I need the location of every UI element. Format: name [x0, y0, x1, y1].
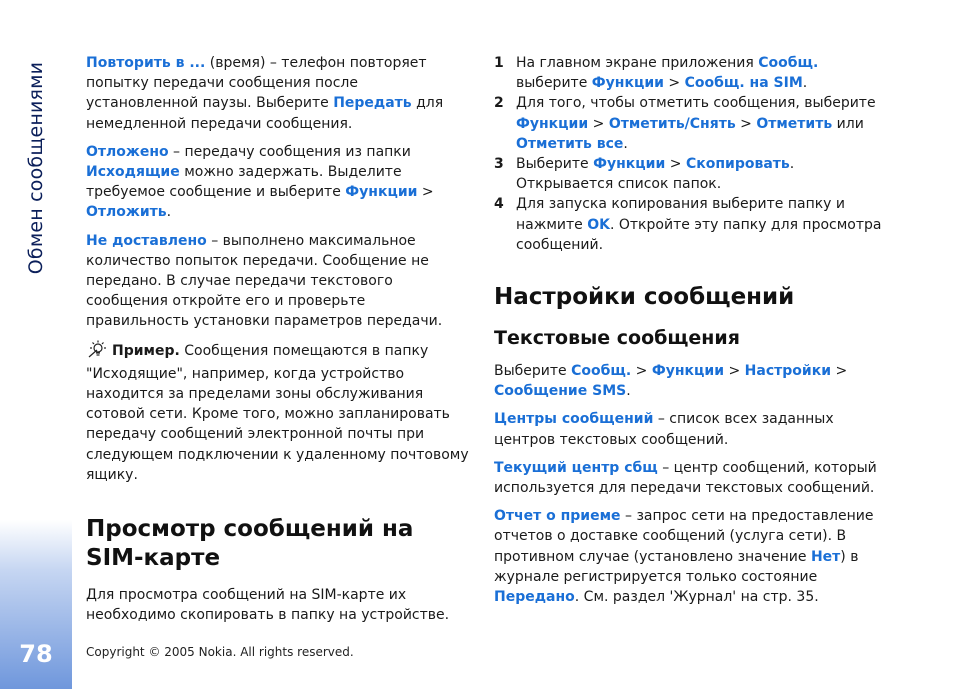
key-ok: OK — [587, 216, 610, 233]
right-column — [494, 53, 884, 615]
paragraph-current-centre — [494, 458, 884, 498]
text: – запрос сети на предоставление отчетов о доставке сообщений (услуга сети). В противном случае (установлено значение — [494, 508, 874, 565]
text: ) в журнале регистрируется только состояние — [494, 548, 859, 585]
text: можно задержать. Выделите требуемое сообщение и выберите — [86, 164, 402, 201]
menu-settings: Настройки — [744, 363, 832, 380]
sidebar — [0, 0, 72, 689]
separator: > — [724, 363, 745, 380]
separator: > — [831, 363, 848, 380]
paragraph-centres — [494, 409, 884, 449]
text: . — [166, 204, 172, 221]
paragraph-sim: Для просмотра сообщений на SIM-карте их необходимо скопировать в папку на устройстве. — [86, 587, 450, 624]
text: Для запуска копирования выберите папку и нажмите — [516, 196, 846, 233]
menu-copy: Скопировать — [685, 156, 790, 173]
text: . Открывается список папок. — [516, 156, 795, 193]
text: для немедленной передачи сообщения. — [86, 95, 444, 132]
step-number: 1 — [494, 55, 504, 71]
app-messaging: Сообщ. — [571, 363, 632, 380]
menu-options: Функции — [651, 363, 725, 380]
text: Выберите — [494, 363, 572, 380]
section-heading-settings: Настройки сообщений — [494, 284, 795, 311]
option-delivery-report: Отчет о приеме — [494, 508, 621, 525]
menu-mark: Отметить — [756, 115, 833, 132]
option-deferred: Отложено — [86, 143, 169, 160]
status-sent: Передано — [494, 589, 575, 606]
folder-outbox: Исходящие — [86, 164, 180, 181]
separator: > — [631, 363, 652, 380]
separator: > — [665, 156, 686, 173]
step-item — [494, 194, 884, 255]
option-resend: Повторить в ... — [86, 55, 206, 71]
value-no: Нет — [810, 548, 841, 565]
option-current-centre: Текущий центр сбщ — [494, 459, 658, 476]
text: – центр сообщений, который используется для передачи текстовых сообщений. — [494, 459, 877, 497]
lightbulb-icon — [86, 340, 112, 364]
tip-label: Пример. — [112, 342, 180, 359]
tip-block — [86, 340, 470, 485]
option-send: Передать — [333, 95, 412, 112]
page-number: 78 — [19, 640, 53, 668]
menu-options: Функции — [516, 115, 589, 132]
separator: > — [735, 115, 757, 132]
chapter-title: Обмен сообщениями — [25, 61, 47, 275]
separator: > — [588, 115, 609, 132]
text: . — [802, 75, 808, 92]
subsection-heading-sms: Текстовые сообщения — [494, 327, 740, 350]
copyright-footer: Copyright © 2005 Nokia. All rights reserved. — [86, 645, 354, 659]
app-messaging: Сообщ. — [758, 55, 819, 71]
menu-options: Функции — [593, 156, 666, 173]
text: – выполнено максимальное количество попыток передачи. Сообщение не передано. В случае передачи текстового сообщения откройте его и проверьте правильность установки параметров передачи. — [86, 232, 443, 330]
text: Выберите — [516, 156, 594, 173]
paragraph-deferred — [86, 142, 470, 223]
text: . — [623, 135, 628, 152]
step-item — [494, 93, 884, 154]
text: На главном экране приложения — [516, 55, 759, 71]
step-item — [494, 154, 884, 194]
text: выберите — [516, 75, 592, 92]
text: Для того, чтобы отметить сообщения, выберите — [516, 95, 876, 112]
menu-defer: Отложить — [86, 204, 167, 221]
text: . См. раздел 'Журнал' на стр. 35. — [574, 589, 819, 606]
left-column — [86, 53, 470, 633]
menu-options: Функции — [345, 184, 418, 201]
separator: > — [663, 75, 685, 92]
menu-mark-unmark: Отметить/Снять — [608, 115, 736, 132]
step-number: 2 — [494, 95, 504, 112]
menu-options: Функции — [591, 75, 664, 92]
menu-mark-all: Отметить все — [516, 135, 624, 152]
option-failed: Не доставлено — [86, 232, 207, 249]
text: . — [626, 383, 631, 400]
menu-sim-messages: Сообщ. на SIM — [684, 75, 803, 92]
paragraph-failed — [86, 231, 470, 332]
text: или — [832, 115, 864, 132]
text: – список всех заданных центров текстовых сообщений. — [494, 411, 834, 448]
text: – передачу сообщения из папки — [168, 143, 411, 160]
separator: > — [417, 184, 434, 201]
paragraph-resend — [86, 53, 470, 134]
step-number: 3 — [494, 156, 504, 173]
paragraph-delivery-report — [494, 506, 884, 607]
text: (время) – телефон повторяет попытку передачи сообщения после установленной паузы. Выберите — [86, 55, 427, 112]
text: . Откройте эту папку для просмотра сообщений. — [516, 216, 882, 253]
step-item — [494, 53, 884, 93]
tip-text: Сообщения помещаются в папку "Исходящие", например, когда устройство находится за пределами зоны обслуживания сотовой сети. Кроме того, можно запланировать передачу сообщений электронной почты при следующем подключении к удаленному почтовому ящику. — [86, 342, 469, 483]
menu-sms: Сообщение SMS — [494, 383, 627, 400]
step-number: 4 — [494, 196, 504, 213]
steps-list — [494, 53, 884, 255]
option-message-centres: Центры сообщений — [494, 411, 654, 428]
paragraph-select-path — [494, 361, 884, 401]
section-heading-sim: Просмотр сообщений на SIM-карте — [86, 516, 414, 572]
